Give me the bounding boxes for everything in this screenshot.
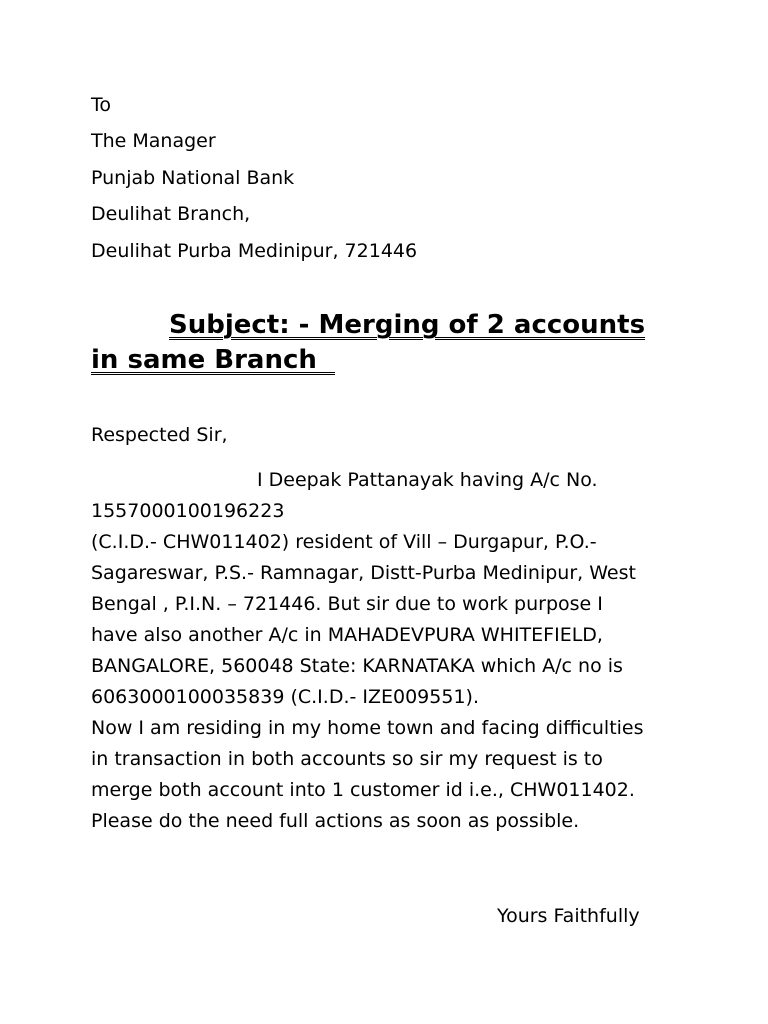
body-line: BANGALORE, 560048 State: KARNATAKA which A/c no is (91, 655, 623, 677)
body-line: in transaction in both accounts so sir my request is to (91, 748, 603, 770)
body-line: Sagareswar, P.S.- Ramnagar, Distt-Purba Medinipur, West (91, 562, 636, 584)
body-line: Please do the need full actions as soon as possible. (91, 810, 580, 832)
recipient-address: Deulihat Purba Medinipur, 721446 (91, 240, 418, 262)
subject-line-2: in same Branch (91, 345, 335, 375)
subject-line-1: Subject: - Merging of 2 accounts (169, 310, 646, 340)
body-line: merge both account into 1 customer id i.e., CHW011402. (91, 779, 635, 801)
subject-heading (91, 308, 691, 378)
letter-body (91, 465, 691, 837)
recipient-branch: Deulihat Branch, (91, 203, 251, 225)
body-line: have also another A/c in MAHADEVPURA WHITEFIELD, (91, 624, 603, 646)
recipient-to: To (91, 94, 112, 116)
body-line: Bengal , P.I.N. – 721446. But sir due to work purpose I (91, 593, 603, 615)
body-line: 6063000100035839 (C.I.D.- IZE009551). (91, 686, 479, 708)
salutation: Respected Sir, (91, 424, 228, 446)
recipient-bank: Punjab National Bank (91, 167, 295, 189)
recipient-title: The Manager (91, 130, 216, 152)
body-line: I Deepak Pattanayak having A/c No. (257, 469, 598, 491)
closing-signoff: Yours Faithfully (497, 905, 640, 927)
body-line: 1557000100196223 (91, 500, 285, 522)
body-line: (C.I.D.- CHW011402) resident of Vill – Durgapur, P.O.- (91, 531, 597, 553)
body-line: Now I am residing in my home town and facing difficulties (91, 717, 644, 739)
